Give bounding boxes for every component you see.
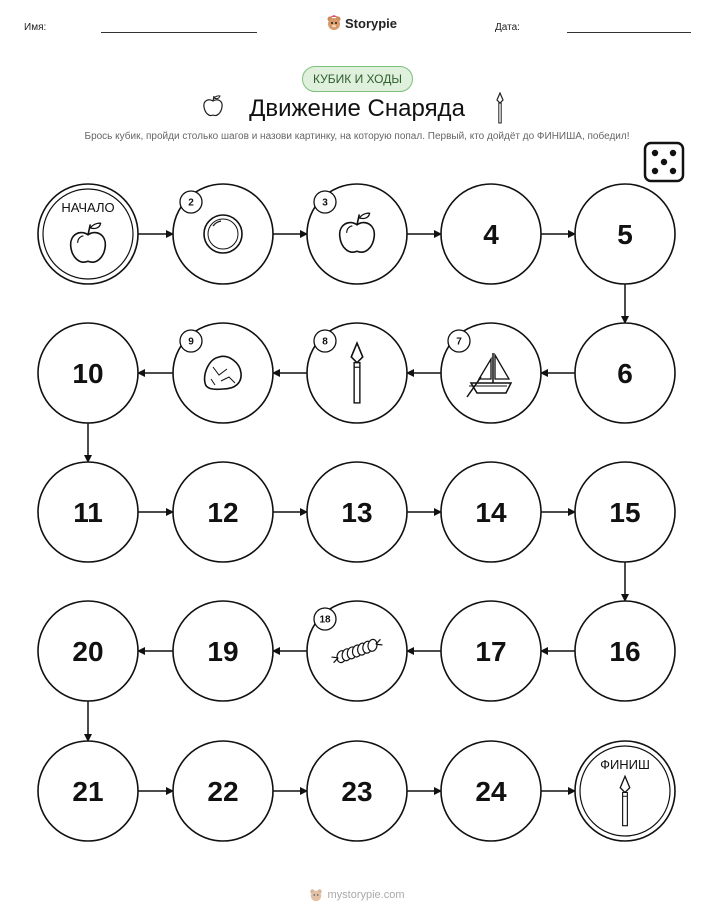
board-square-24: [441, 741, 541, 841]
square-number-badge: [180, 330, 202, 352]
square-number: 12: [207, 497, 239, 528]
square-number: 22: [207, 776, 239, 807]
board-square-20: [38, 601, 138, 701]
board-square-6: [575, 323, 675, 423]
square-number: 6: [617, 358, 633, 389]
square-number-badge: [314, 608, 336, 630]
square-number-badge: [314, 191, 336, 213]
board-square-9: [173, 323, 273, 423]
storypie-bear-icon: [309, 888, 323, 902]
board-square-19: [173, 601, 273, 701]
board-square-15: [575, 462, 675, 562]
board-square-14: [441, 462, 541, 562]
board-square-23: [307, 741, 407, 841]
board-square-10: [38, 323, 138, 423]
board-square-17: [441, 601, 541, 701]
board-square-25: [575, 741, 675, 841]
footer-url: mystorypie.com: [327, 889, 405, 901]
square-number-badge: [314, 330, 336, 352]
square-number-badge: [180, 191, 202, 213]
name-label: Имя:: [24, 22, 47, 33]
board-square-5: [575, 184, 675, 284]
board-square-7: [441, 323, 541, 423]
board-square-3: [307, 184, 407, 284]
square-number: 5: [617, 219, 633, 250]
board-square-2: [173, 184, 273, 284]
board-square-16: [575, 601, 675, 701]
brand-name: Storypie: [345, 15, 398, 31]
date-label: Дата:: [495, 22, 520, 33]
category-badge: КУБИК И ХОДЫ: [302, 66, 413, 92]
square-number: 8: [322, 336, 328, 348]
board-square-8: [307, 323, 407, 423]
board-square-11: [38, 462, 138, 562]
board-square-22: [173, 741, 273, 841]
square-number: 10: [72, 358, 104, 389]
page-title: Движение Снаряда: [249, 95, 465, 122]
square-number: 3: [322, 197, 328, 209]
square-number: 23: [341, 776, 373, 807]
square-number: 7: [456, 336, 462, 348]
board-square-4: [441, 184, 541, 284]
board-square-12: [173, 462, 273, 562]
square-number: 13: [341, 497, 373, 528]
board-square-13: [307, 462, 407, 562]
square-number: 14: [475, 497, 507, 528]
square-number-badge: [448, 330, 470, 352]
board-square-18: [307, 601, 407, 701]
square-number: 24: [475, 776, 507, 807]
square-number: 11: [73, 497, 103, 528]
footer: [0, 888, 714, 902]
start-label: НАЧАЛО: [61, 200, 115, 215]
square-number: 2: [188, 197, 194, 209]
instructions: Брось кубик, пройди столько шагов и назови картинку, на которую попал. Первый, кто дойдёт до ФИНИША, победил!: [84, 131, 630, 142]
square-number: 18: [319, 614, 331, 626]
board-square-21: [38, 741, 138, 841]
square-number: 16: [609, 636, 641, 667]
square-number: 21: [72, 776, 104, 807]
square-number: 15: [609, 497, 641, 528]
square-number: 19: [207, 636, 239, 667]
square-number: 9: [188, 336, 194, 348]
board-square-1: [38, 184, 138, 284]
finish-label: ФИНИШ: [600, 757, 650, 772]
square-number: 4: [483, 219, 499, 250]
square-number: 17: [475, 636, 507, 667]
square-number: 20: [72, 636, 104, 667]
